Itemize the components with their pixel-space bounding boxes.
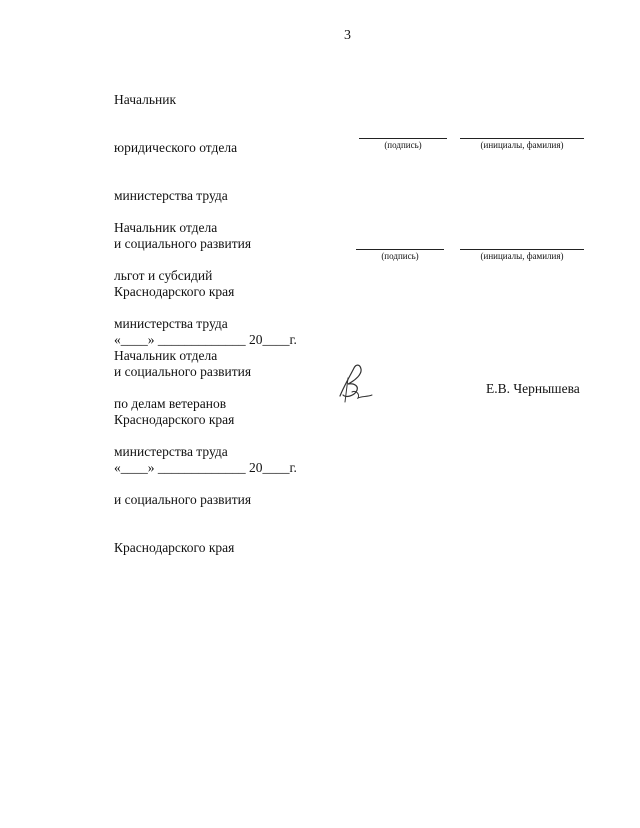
position-line: Краснодарского края xyxy=(114,412,235,427)
date-line: «____» _____________ 20____г. xyxy=(114,460,297,475)
date-line: «____» _____________ 20____г. xyxy=(114,332,297,347)
signature-caption: (подпись) xyxy=(381,251,419,261)
position-line: и социального развития xyxy=(114,492,252,507)
name-caption: (инициалы, фамилия) xyxy=(480,140,564,150)
position-line: Начальник xyxy=(114,92,177,107)
approval-block-veterans xyxy=(114,316,251,572)
name-caption: (инициалы, фамилия) xyxy=(480,251,564,261)
position-line: министерства труда xyxy=(114,188,228,203)
signer-name: Е.В. Чернышева xyxy=(486,381,580,396)
page-number: 3 xyxy=(344,28,351,43)
signature-caption: (подпись) xyxy=(384,140,422,150)
name-line xyxy=(460,249,584,250)
signature-line xyxy=(356,249,444,250)
position-line: льгот и субсидий xyxy=(114,268,213,283)
position-line: Краснодарского края xyxy=(114,284,235,299)
position-line: юридического отдела xyxy=(114,140,238,155)
name-line xyxy=(460,138,584,139)
position-line: министерства труда xyxy=(114,444,228,459)
position-line: и социального развития xyxy=(114,236,252,251)
position-line: Начальник отдела xyxy=(114,348,218,363)
position-line: министерства труда xyxy=(114,316,228,331)
position-line: Краснодарского края xyxy=(114,540,235,555)
position-line: Начальник отдела xyxy=(114,220,218,235)
position-line: по делам ветеранов xyxy=(114,396,227,411)
handwritten-signature xyxy=(334,362,374,404)
signature-line xyxy=(359,138,447,139)
position-line: и социального развития xyxy=(114,364,252,379)
